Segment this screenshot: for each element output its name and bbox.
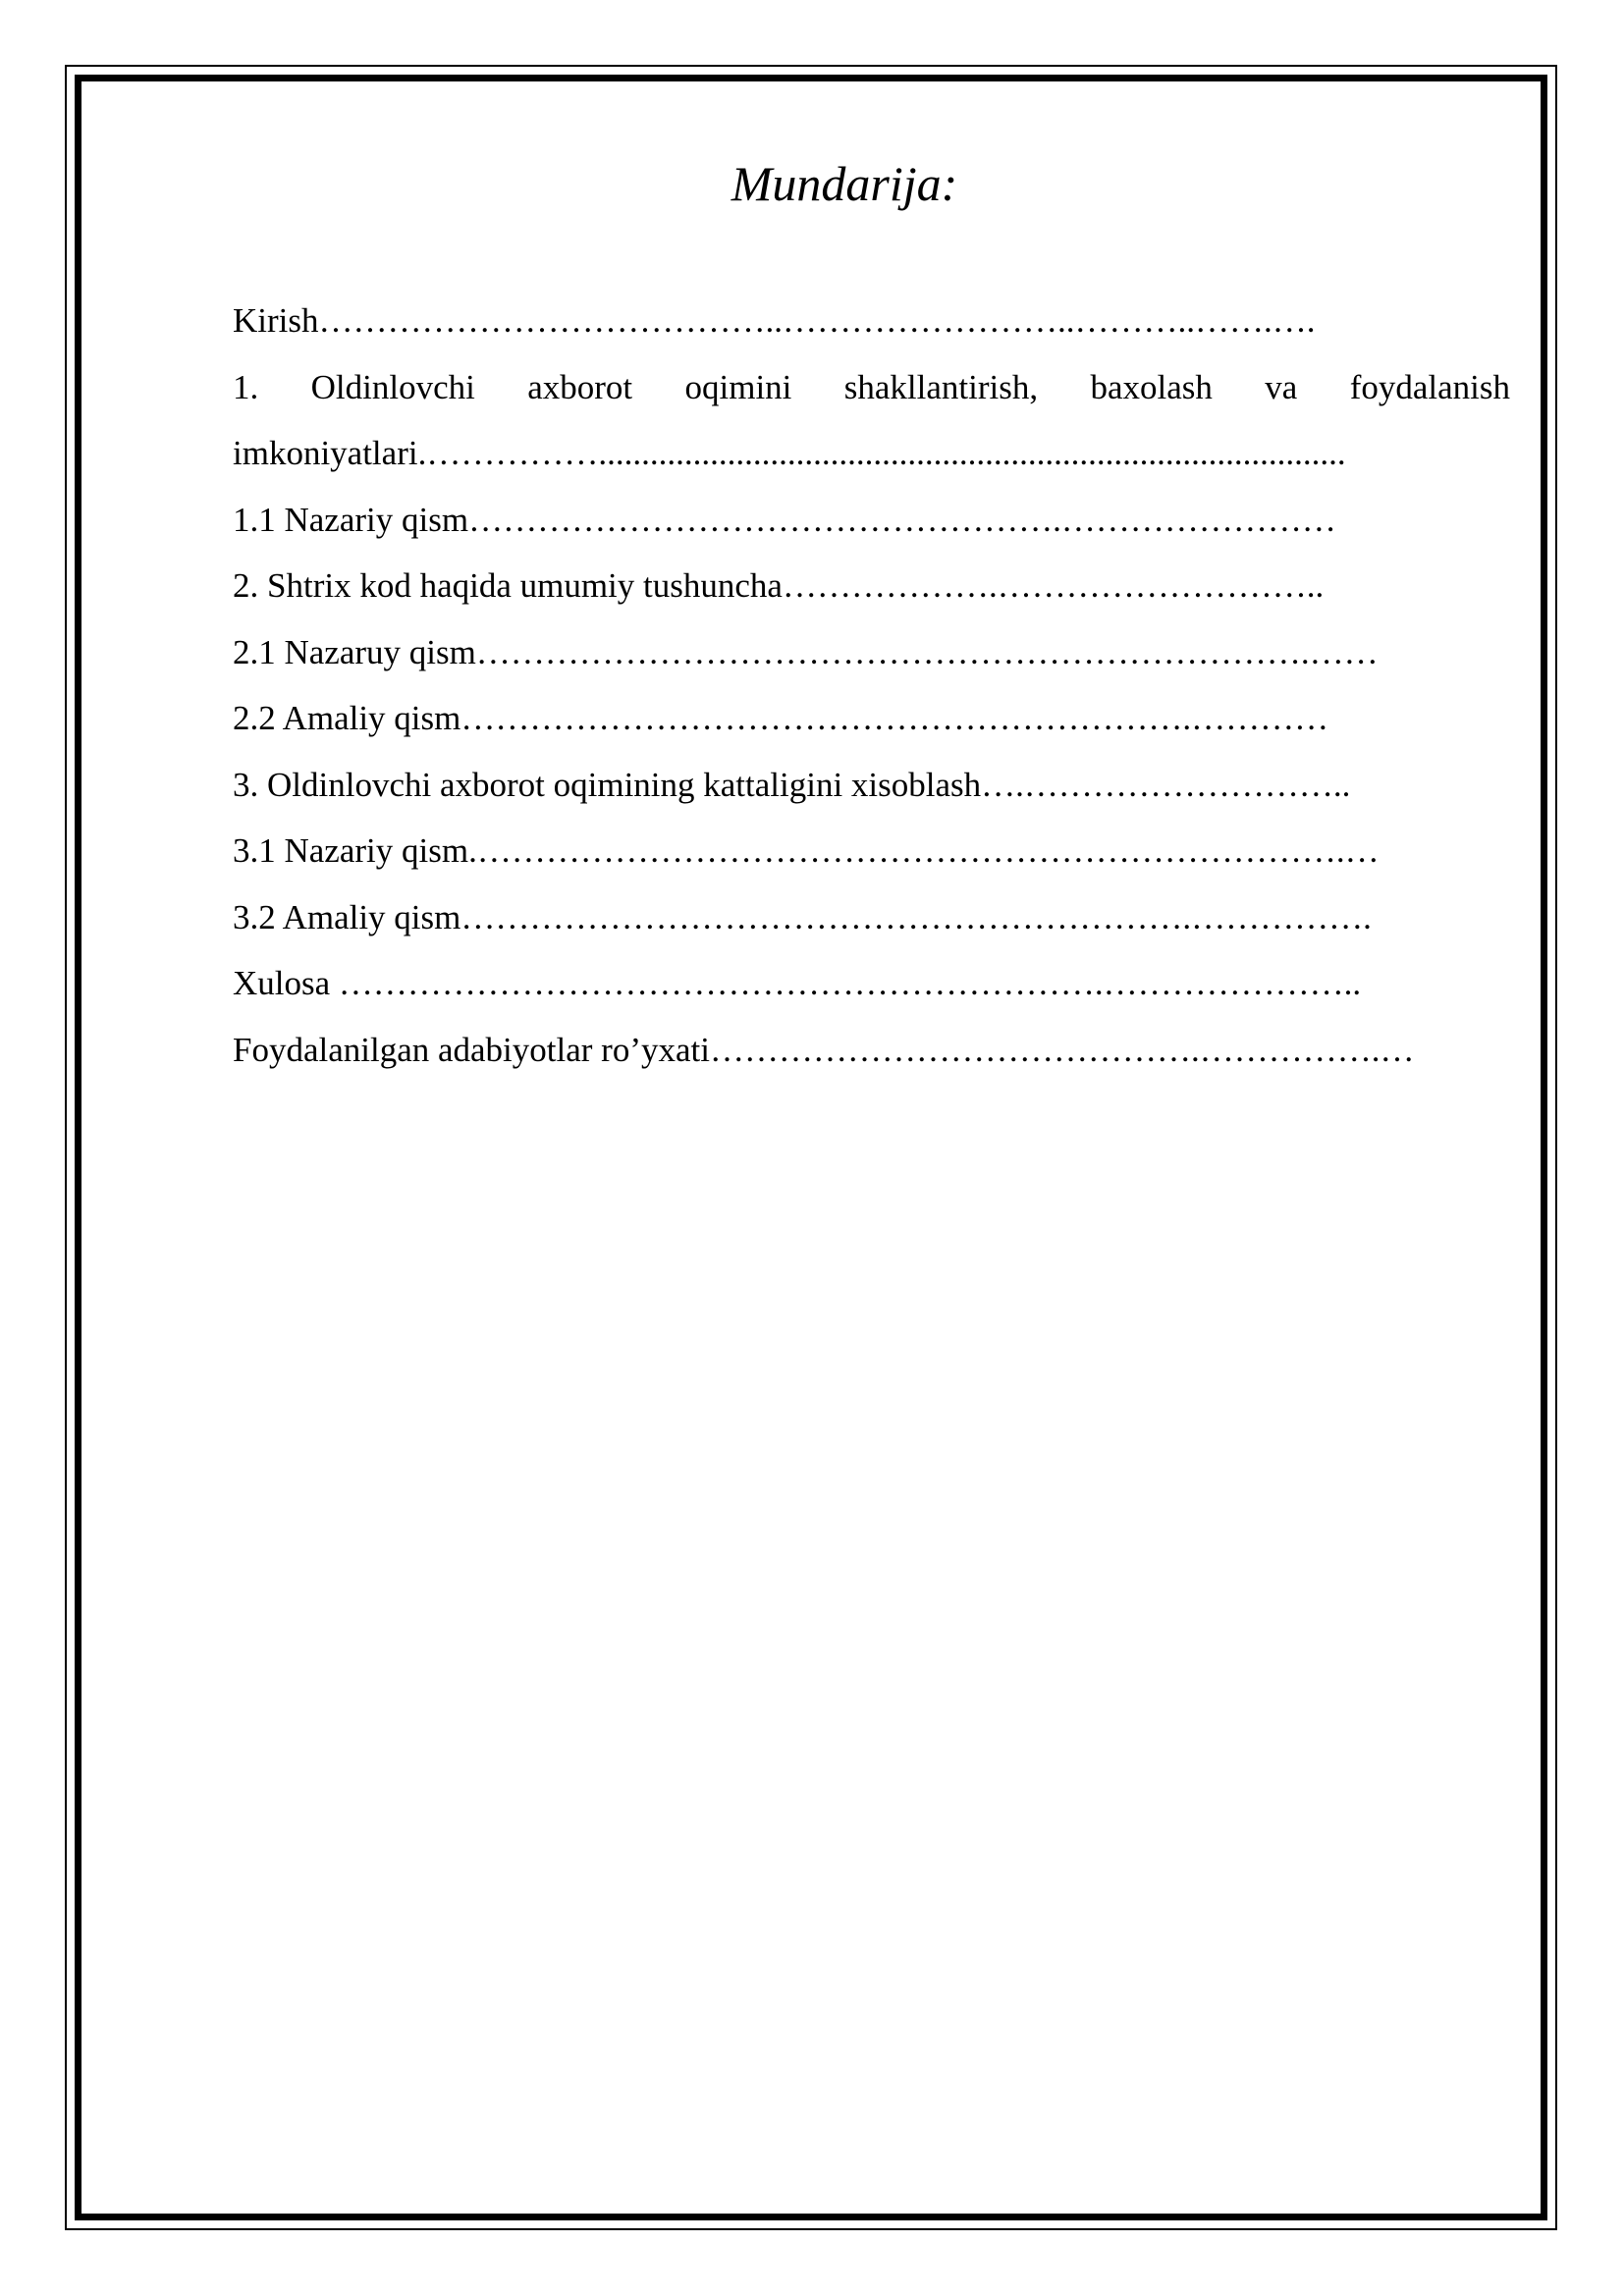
toc-entry-chapter-3: 3. Oldinlovchi axborot oqimining kattaligini xisoblash….……………………….. (233, 765, 1351, 804)
toc-entry-section-1-1: 1.1 Nazariy qism…………………………………………….…………………… (233, 500, 1336, 539)
toc-entry-section-3-2: 3.2 Amaliy qism……………………………………………………….……………. (233, 897, 1372, 936)
table-of-contents (233, 288, 1510, 1083)
toc-entry-introduction: Kirish…………………………………..……………………..………..…….…. (233, 301, 1316, 340)
toc-entry-conclusion: Xulosa ………………………………………………………….………………….. (233, 964, 1362, 1002)
toc-entry-section-3-1: 3.1 Nazariy qism.………………………………………………………………….… (233, 831, 1380, 870)
toc-entry-section-2-1: 2.1 Nazaruy qism……………………………………………………………….…… (233, 632, 1379, 671)
toc-entry-chapter-1: 1. Oldinlovchi axborot oqimini shakllantirish, baxolash va foydalanish imkoniyatlari.……………....................................................................................... (233, 367, 1510, 472)
toc-entry-references: Foydalanilgan adabiyotlar ro’yxati…………………………………….…………….… (233, 1030, 1415, 1069)
page-title: Mundarija: (731, 156, 958, 211)
toc-entry-section-2-2: 2.2 Amaliy qism……………………………………………………….………… (233, 699, 1329, 737)
toc-entry-chapter-2: 2. Shtrix kod haqida umumiy tushuncha……………….……………………….. (233, 566, 1325, 605)
